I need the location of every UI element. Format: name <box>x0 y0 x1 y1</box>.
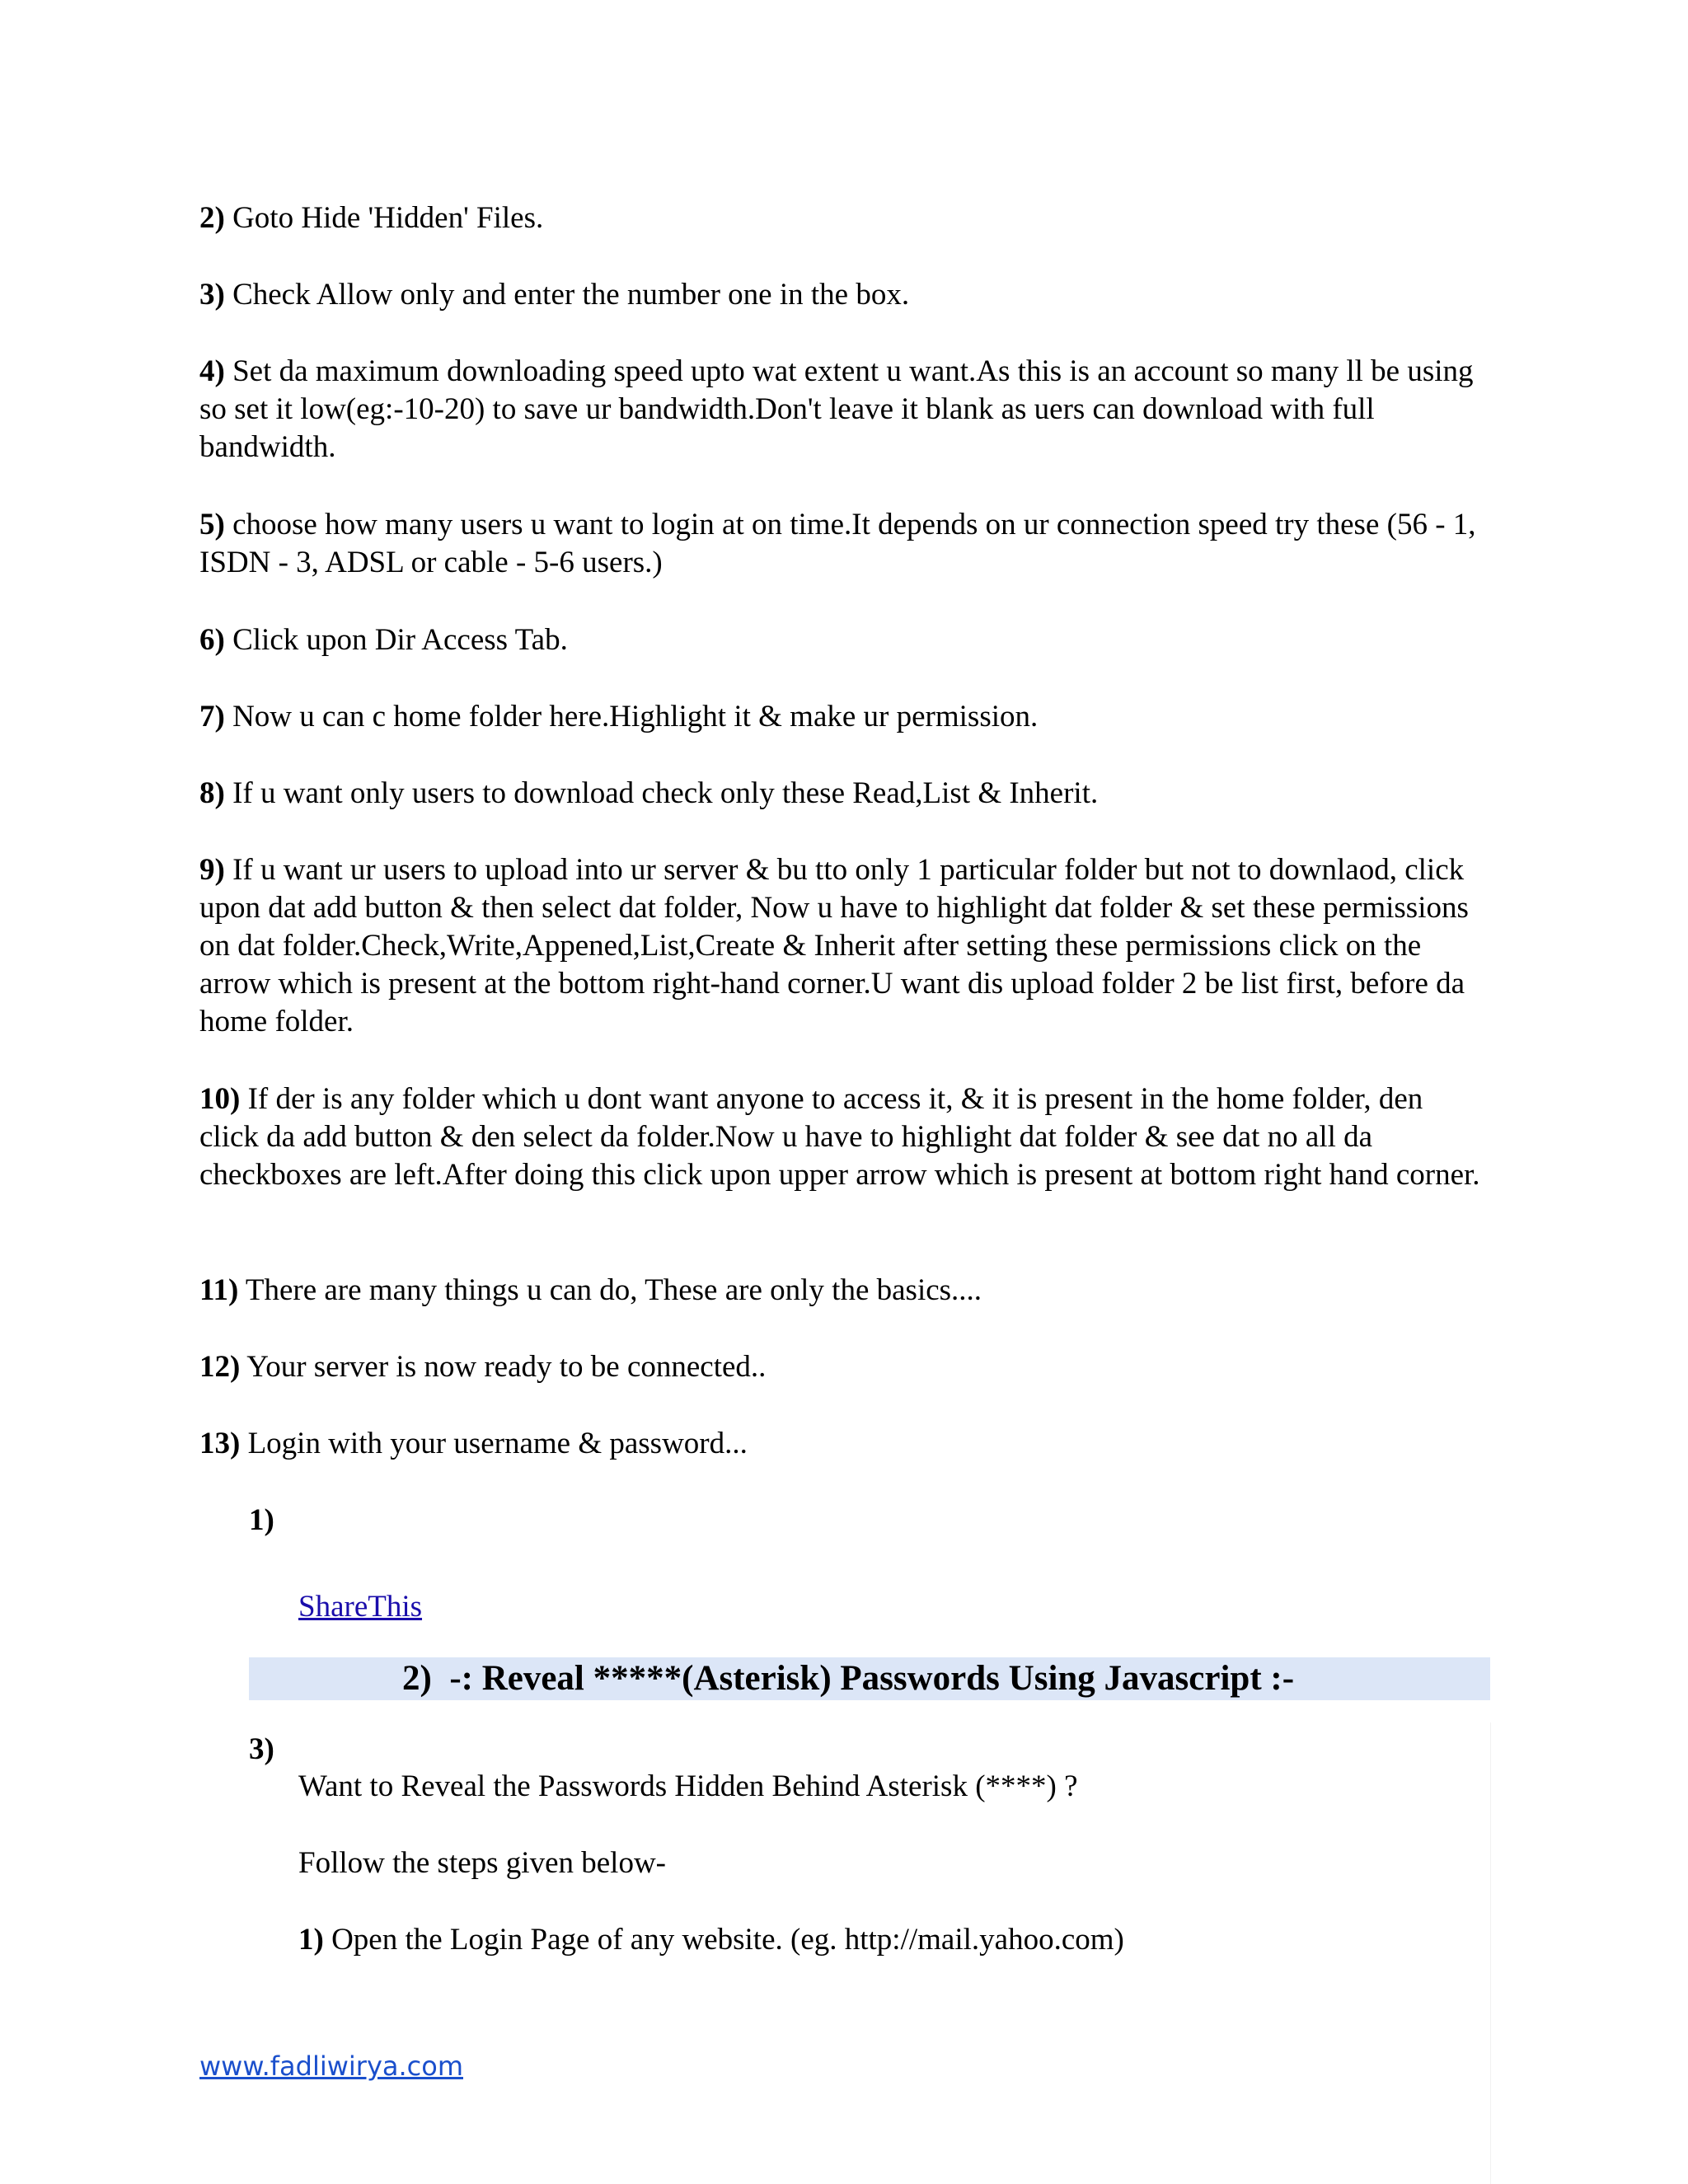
share-this-link[interactable]: ShareThis <box>298 1590 423 1624</box>
step-4 <box>199 353 1485 466</box>
step-text: If u want only users to download check only these Read,List & Inherit. <box>224 776 1099 810</box>
footer-website-link[interactable]: www.fadliwirya.com <box>199 2050 463 2082</box>
page-divider <box>1490 1722 1491 2184</box>
step-6 <box>199 621 1485 659</box>
step-text: Set da maximum downloading speed upto wat extent u want.As this is an account so many ll be using so set it low(eg:-10-20) to save ur bandwidth.Don't leave it blank as uers can download with full bandwidth. <box>199 354 1474 464</box>
step-number: 2) <box>199 201 225 235</box>
step-7 <box>199 698 1485 736</box>
step-text: If u want ur users to upload into ur server & bu tto only 1 particular folder but not to downlaod, click upon dat add button & then select dat folder, Now u have to highlight dat folder & set these permissions on dat folder.Check,Write,Appened,List,Create & Inherit after setting these permissions click on the arrow which is present at the bottom right-hand corner.U want dis upload folder 2 be list first, before da home folder. <box>199 853 1469 1038</box>
step-text: Now u can c home folder here.Highlight it & make ur permission. <box>224 700 1039 733</box>
step-number: 3) <box>199 278 225 312</box>
step-text: Click upon Dir Access Tab. <box>224 623 568 657</box>
step-number: 12) <box>199 1350 241 1384</box>
step-text: Login with your username & password... <box>240 1427 748 1460</box>
intro-text: Want to Reveal the Passwords Hidden Behind Asterisk (****) ? <box>298 1769 1078 1803</box>
step-number: 8) <box>199 776 225 810</box>
step-number: 13) <box>199 1427 241 1460</box>
step-11 <box>199 1272 1485 1310</box>
step-number: 5) <box>199 508 225 541</box>
step-text: choose how many users u want to login at on time.It depends on ur connection speed try these (56 - 1, ISDN - 3, ADSL or cable - 5-6 users.) <box>199 508 1476 579</box>
step-number: 6) <box>199 623 225 657</box>
step-text: There are many things u can do, These are only the basics.... <box>238 1273 982 1307</box>
step-number: 7) <box>199 700 225 733</box>
step-9 <box>199 851 1485 1041</box>
step-text: Check Allow only and enter the number one in the box. <box>224 278 910 312</box>
step-text: Open the Login Page of any website. (eg. http://mail.yahoo.com) <box>323 1923 1124 1957</box>
step-number: 1) <box>298 1923 324 1957</box>
step-number: 9) <box>199 853 225 887</box>
step-12 <box>199 1348 1485 1386</box>
reveal-step-1 <box>298 1921 1485 1959</box>
section-heading: 2) -: Reveal *****(Asterisk) Passwords Using Javascript :- <box>402 1659 1295 1698</box>
list-marker: 1) <box>249 1503 274 1537</box>
step-13 <box>199 1425 1485 1463</box>
list-marker: 3) <box>249 1732 274 1766</box>
step-number: 10) <box>199 1082 241 1116</box>
step-5 <box>199 506 1485 582</box>
step-3 <box>199 276 1485 314</box>
step-2 <box>199 199 1485 237</box>
step-text: Your server is now ready to be connected.. <box>240 1350 767 1384</box>
step-10 <box>199 1080 1485 1194</box>
step-number: 11) <box>199 1273 239 1307</box>
follow-text: Follow the steps given below- <box>298 1846 667 1880</box>
step-text: Goto Hide 'Hidden' Files. <box>224 201 544 235</box>
step-8 <box>199 775 1485 813</box>
step-text: If der is any folder which u dont want anyone to access it, & it is present in the home folder, den click da add button & den select da folder.Now u have to highlight dat folder & see dat no all da checkboxes are left.After doing this click upon upper arrow which is present at bottom right hand corner. <box>199 1082 1480 1192</box>
step-number: 4) <box>199 354 225 388</box>
